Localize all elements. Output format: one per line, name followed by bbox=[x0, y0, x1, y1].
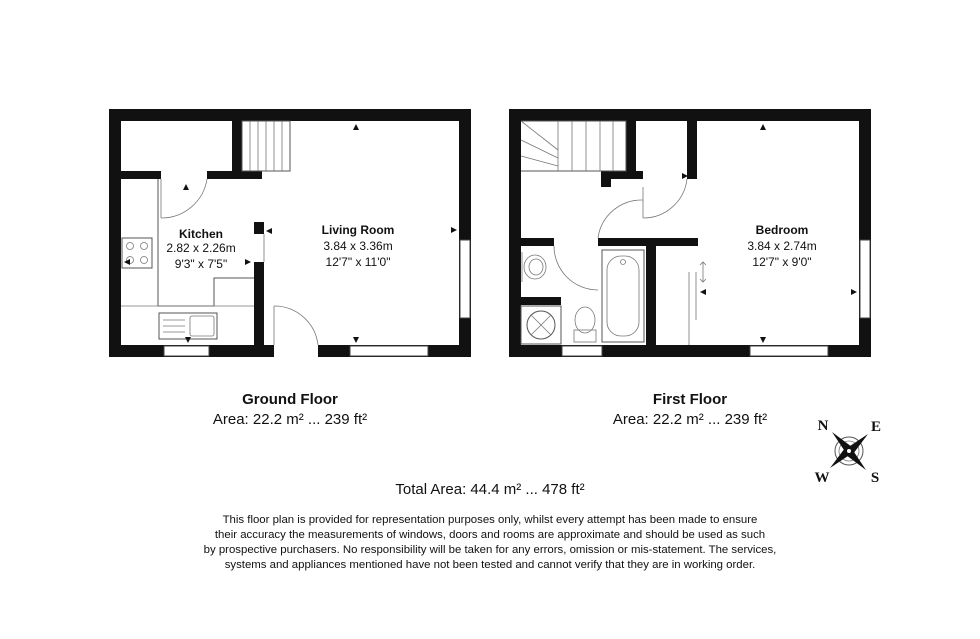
ground-floor-title: Ground Floor bbox=[242, 391, 338, 408]
ff-wall-cupboard-right bbox=[687, 121, 697, 179]
ff-window-right bbox=[860, 240, 870, 318]
compass-n: N bbox=[817, 418, 829, 434]
ground-floor-area: Area: 22.2 m² ... 239 ft² bbox=[212, 411, 368, 428]
ff-window-bottom-bathroom bbox=[562, 346, 602, 356]
disclaimer-line-4: systems and appliances mentioned have not been tested and cannot verify that they are in working order. bbox=[224, 559, 756, 571]
kitchen-name: Kitchen bbox=[178, 227, 224, 241]
ff-bathroom-door-swing bbox=[554, 246, 598, 290]
first-floor-area: Area: 22.2 m² ... 239 ft² bbox=[612, 411, 768, 428]
ground-floor-plan bbox=[109, 109, 471, 357]
gf-wall-left bbox=[109, 109, 121, 357]
gf-arrow-hall bbox=[183, 184, 189, 190]
ff-toilet bbox=[574, 307, 596, 342]
first-floor-plan bbox=[509, 109, 871, 357]
gf-hob bbox=[122, 238, 152, 268]
gf-window-right bbox=[460, 240, 470, 318]
bedroom-metric: 3.84 x 2.74m bbox=[747, 239, 817, 253]
bedroom-name: Bedroom bbox=[755, 223, 809, 237]
ff-wardrobe bbox=[689, 262, 706, 345]
gf-arrow-kitchen-right bbox=[245, 259, 251, 265]
gf-window-bottom-kitchen bbox=[164, 346, 209, 356]
ff-wall-left bbox=[509, 109, 521, 357]
ff-wall-stairs-post bbox=[601, 179, 611, 187]
gf-stairs bbox=[242, 121, 290, 171]
gf-wall-hall-left bbox=[121, 171, 161, 179]
disclaimer-line-1: This floor plan is provided for representation purposes only, whilst every attempt has been made to ensure bbox=[222, 514, 758, 526]
total-area: Total Area: 44.4 m² ... 478 ft² bbox=[395, 481, 585, 498]
gf-wall-divider-top bbox=[254, 222, 264, 234]
compass-s: S bbox=[870, 470, 880, 486]
gf-wall-hall-right bbox=[207, 171, 262, 179]
ff-wall-wc-divider bbox=[521, 297, 561, 305]
ff-stairs bbox=[521, 121, 626, 171]
living-room-metric: 3.84 x 3.36m bbox=[323, 239, 393, 253]
ff-wall-bathroom-top-right bbox=[598, 238, 698, 246]
gf-wall-right bbox=[459, 109, 471, 357]
ff-basin bbox=[522, 252, 546, 282]
kitchen-imperial: 9'3" x 7'5" bbox=[174, 257, 228, 271]
gf-sink bbox=[159, 313, 217, 339]
bedroom-imperial: 12'7" x 9'0" bbox=[752, 255, 812, 269]
gf-arrow-right bbox=[451, 227, 457, 233]
gf-wall-divider bbox=[254, 262, 264, 345]
disclaimer-line-3: by prospective purchasers. No responsibility will be taken for any errors, omission or mis-statement. The services, bbox=[203, 544, 777, 556]
gf-kitchen-door-swing bbox=[161, 179, 207, 218]
compass-e: E bbox=[870, 419, 882, 435]
gf-window-bottom-living bbox=[350, 346, 428, 356]
first-floor-title: First Floor bbox=[652, 391, 728, 408]
ff-wall-stairs-landing bbox=[601, 171, 643, 179]
gf-wall-top bbox=[109, 109, 471, 121]
living-room-imperial: 12'7" x 11'0" bbox=[325, 255, 391, 269]
gf-front-door-swing bbox=[274, 306, 318, 345]
ff-wall-bathroom-top-left bbox=[521, 238, 554, 246]
gf-arrow-kitchen-bottom bbox=[185, 337, 191, 343]
ff-wall-right bbox=[859, 109, 871, 357]
disclaimer-line-2: their accuracy the measurements of windows, doors and rooms are approximate and should be used as such bbox=[214, 529, 766, 541]
ff-arrow-top bbox=[760, 124, 766, 130]
ff-window-bottom-bedroom bbox=[750, 346, 828, 356]
ff-wall-bedroom-divider bbox=[646, 246, 656, 345]
compass-w: W bbox=[814, 470, 830, 486]
ff-arrow-left bbox=[700, 289, 706, 295]
gf-wall-stairs-side bbox=[232, 121, 242, 171]
ff-arrow-right bbox=[851, 289, 857, 295]
ff-wall-cupboard-left bbox=[626, 121, 636, 179]
ff-arrow-bottom bbox=[760, 337, 766, 343]
living-room-name: Living Room bbox=[321, 223, 395, 237]
compass-rose bbox=[815, 418, 882, 486]
gf-arrow-left bbox=[266, 228, 272, 234]
kitchen-metric: 2.82 x 2.26m bbox=[166, 241, 236, 255]
ff-bedroom-door-swing bbox=[598, 200, 643, 238]
gf-arrow-kitchen-left bbox=[124, 259, 130, 265]
ff-wall-top bbox=[509, 109, 871, 121]
gf-arrow-top bbox=[353, 124, 359, 130]
ff-bath bbox=[602, 250, 644, 342]
gf-arrow-bottom bbox=[353, 337, 359, 343]
ff-cupboard-door-swing bbox=[643, 179, 687, 218]
ff-boiler bbox=[521, 306, 561, 344]
